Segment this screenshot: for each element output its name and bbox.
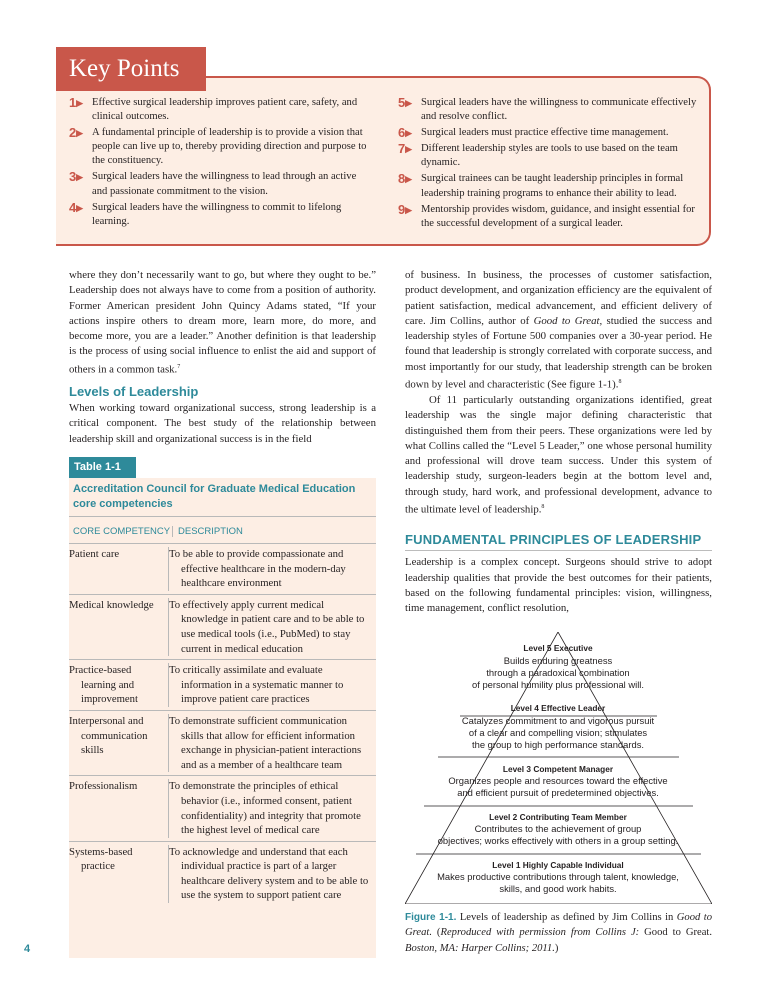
pyramid-level-text: skills, and good work habits. [499, 883, 617, 894]
table-cell: To demonstrate the principles of ethical behavior (i.e., informed consent, patient confidentiality) and integrity that promote the highest level of medical care [169, 780, 361, 837]
table-row [69, 595, 376, 660]
table-row [69, 711, 376, 776]
key-point-item [69, 96, 369, 124]
competencies-table [69, 478, 376, 958]
table-tag: Table 1-1 [69, 457, 136, 478]
body-paragraph [405, 393, 712, 518]
pyramid-level-text: objectives; works effectively with others in a group setting. [437, 835, 679, 846]
table-cell: Patient care [69, 547, 169, 591]
pyramid-level-text: of a clear and compelling vision; stimulates [468, 727, 648, 738]
table-header [69, 517, 376, 544]
table-cell: Practice-based learning and improvement [69, 663, 169, 707]
pyramid-level-text: of personal humility plus professional will. [472, 679, 644, 690]
caption-text: ) [554, 942, 559, 954]
caption-text: ( [431, 927, 441, 939]
citation: 8 [541, 504, 545, 511]
body-paragraph: Leadership is a complex concept. Surgeons should strive to adopt leadership qualities that provide the best outcomes for their patients, based on the following fundamental principles: vision, willingness, time management, conflict resolution, [405, 556, 712, 615]
column-header: CORE COMPETENCY [73, 526, 173, 537]
pyramid-level-text: Builds enduring greatness [503, 655, 613, 666]
pyramid-level-title: Level 4 Effective Leader [510, 703, 606, 713]
key-point-item [398, 203, 700, 231]
key-point-text: Surgical leaders have the willingness to commit to lifelong learning. [92, 201, 342, 227]
key-point-text: A fundamental principle of leadership is to provide a vision that people can live up to, thereby providing direction and purpose to the constituency. [92, 127, 367, 167]
table-cell: Interpersonal and communication skills [69, 714, 169, 772]
citation: 7 [177, 363, 181, 370]
paragraph-text: studied the success and leadership styles of Fortune 500 companies over a 30-year period. He found that leadership is strongly correlated with corporate success, and most importantly for our study, that leadership strength can be broken down by level and characteristic (See figure 1-1). [405, 314, 712, 391]
key-point-number: 9▸ [398, 201, 412, 217]
pyramid-level-text: through a paradoxical combination [486, 667, 630, 678]
paragraph-text: where they don’t necessarily want to go, but where they ought to be.” Leadership does not always have to come from a position of authority. Former American president John Quincy Adams stated, “If your actions inspire others to dream more, learn more, do more, and become more, you are a leader.” Another definition is that leadership is the process of using social influence to enlist the aid and support of others in a common task. [69, 269, 376, 376]
key-point-number: 5▸ [398, 95, 412, 110]
pyramid-level-title: Level 5 Executive [523, 643, 593, 653]
key-point-number: 4▸ [69, 199, 83, 215]
table-cell: To critically assimilate and evaluate information in a systematic manner to improve patient care practices [169, 664, 344, 706]
key-point-item [398, 142, 700, 170]
key-point-number: 2▸ [69, 125, 83, 141]
table-row [69, 660, 376, 711]
pyramid-level-title: Level 1 Highly Capable Individual [492, 860, 624, 870]
table-cell: To effectively apply current medical knowledge in patient care and to be able to use medical tools (i.e., PubMed) to stay current in medical education [169, 598, 365, 655]
pyramid-level-text: and efficient pursuit of predetermined objectives. [457, 787, 659, 798]
body-paragraph [69, 268, 376, 378]
section-heading: FUNDAMENTAL PRINCIPLES OF LEADERSHIP [405, 532, 712, 551]
right-column [405, 268, 712, 616]
key-point-number: 3▸ [69, 169, 83, 185]
caption-text: Levels of leadership as defined by Jim Collins in [456, 912, 677, 923]
page-number: 4 [24, 943, 31, 955]
key-point-item [69, 126, 369, 168]
body-paragraph: When working toward organizational success, strong leadership is a critical component. The best study of the relationship between leadership skill and organizational success is in the field [69, 401, 376, 445]
pyramid-level-text: Makes productive contributions through talent, knowledge, [437, 871, 679, 882]
caption-text: Good to Great. [639, 927, 712, 939]
table-cell: Medical knowledge [69, 598, 169, 656]
key-point-text: Surgical leaders have the willingness to communicate effectively and resolve conflict. [421, 97, 697, 123]
body-paragraph [405, 268, 712, 393]
pyramid-level-text: the group to high performance standards. [472, 739, 644, 750]
pyramid-level-text: Organizes people and resources toward the effective [448, 775, 668, 786]
key-point-text: Different leadership styles are tools to use based on the team dynamic. [421, 143, 678, 169]
column-header: DESCRIPTION [178, 526, 243, 537]
table-row [69, 842, 376, 906]
key-point-number: 1▸ [69, 95, 83, 110]
leadership-pyramid [405, 632, 712, 904]
caption-text: Reproduced with permission from Collins J: [440, 927, 640, 939]
key-point-item [69, 170, 369, 198]
key-point-item [69, 201, 369, 229]
table-cell: To demonstrate sufficient communication skills that allow for efficient information exchange in physician-patient interactions and as a member of a healthcare team [169, 714, 362, 771]
table-cell: To be able to provide compassionate and effective healthcare in the modern-day healthcare environment [169, 548, 346, 590]
key-points-title: Key Points [56, 47, 206, 91]
left-column [69, 268, 376, 447]
key-point-item [398, 126, 700, 140]
citation: 8 [618, 379, 622, 386]
caption-text: Boston, MA: Harper Collins; 2011. [405, 942, 555, 954]
key-point-text: Mentorship provides wisdom, guidance, and insight essential for the successful development of a surgical leader. [421, 203, 695, 229]
key-point-text: Surgical leaders must practice effective time management. [421, 127, 669, 139]
paragraph-text: of business. In business, the processes of customer satisfaction, product development, and organization efficiency are the equivalent of patient satisfaction, medical advancement, and efficient delivery of care. Jim Collins, author of [405, 269, 712, 327]
key-point-number: 6▸ [398, 125, 412, 141]
book-title: Good to Great. [405, 912, 712, 939]
key-points-left-list [69, 96, 369, 231]
pyramid-level-title: Level 2 Contributing Team Member [489, 812, 627, 822]
section-heading: Levels of Leadership [69, 383, 199, 399]
figure-label: Figure 1-1. [405, 912, 457, 923]
key-point-text: Effective surgical leadership improves patient care, safety, and clinical outcomes. [92, 97, 358, 123]
key-points-right-list [398, 96, 700, 233]
book-title: Good to Great, [533, 314, 603, 327]
paragraph-text: Of 11 particularly outstanding organizations identified, great leadership was the single major defining characteristic that distinguished them from their peers. These organizations were led by what Collins called the “Level 5 Leader,” one whose personal humility and professional will drove team success. Under this system of leadership study, surgeon-leaders begin at the bottom level and, through study, hard work, and professional development, advance to the ultimate level of leadership. [405, 393, 712, 516]
table-cell: Systems-based practice [69, 845, 169, 903]
table-row [69, 544, 376, 595]
key-point-item [398, 96, 700, 124]
pyramid-level-text: Catalyzes commitment to and vigorous pursuit [461, 715, 655, 726]
key-point-item [398, 172, 700, 200]
key-point-text: Surgical trainees can be taught leadership principles in formal leadership training programs to enhance their ability to lead. [421, 173, 684, 199]
table-row [69, 776, 376, 841]
key-point-text: Surgical leaders have the willingness to lead through an active and passionate commitment to the vision. [92, 171, 357, 197]
table-title: Accreditation Council for Graduate Medical Education core competencies [69, 478, 376, 517]
figure-caption [405, 910, 712, 956]
pyramid-level-text: Contributes to the achievement of group [474, 823, 642, 834]
table-cell: To acknowledge and understand that each individual practice is part of a larger healthcare delivery system and to be able to use the system to support patient care [169, 845, 369, 902]
key-point-number: 8▸ [398, 171, 412, 187]
table-cell: Professionalism [69, 779, 169, 837]
key-point-number: 7▸ [398, 141, 412, 157]
pyramid-level-title: Level 3 Competent Manager [502, 764, 614, 774]
